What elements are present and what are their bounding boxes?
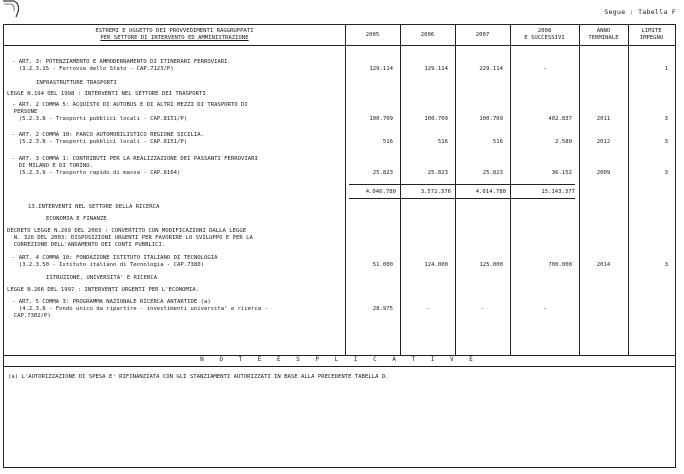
header-description-line2: PER SETTORE DI INTERVENTO ED AMMINISTRAZIONE	[100, 35, 249, 41]
notes-section	[3, 367, 676, 468]
row2-2005: 100.709	[369, 116, 393, 122]
row3-2008: 2.580	[555, 139, 572, 145]
row3-anno: 2012	[596, 139, 611, 145]
legge-266: LEGGE N.266 DEL 1997 : INTERVENTI URGENTI PER L'ECONOMIA.	[7, 287, 199, 293]
row1-line2: (3.2.3.15 - Ferrovie dello Stato - CAP.7123/P)	[12, 66, 174, 72]
column-divider	[628, 25, 629, 355]
header-2007	[455, 25, 510, 45]
header-anno	[579, 25, 628, 45]
header-2008	[510, 25, 579, 45]
row4-line2: DI MILANO E DI TORINO.	[12, 163, 93, 169]
notes-title: N O T E E S P L I C A T I V E	[3, 354, 676, 367]
row6-line2: (4.2.3.8 - Fondo unico da ripartire - investimenti universita' e ricerca -	[12, 306, 268, 312]
row5-2008: 700.000	[548, 262, 572, 268]
row2-limite: 3	[664, 116, 668, 122]
subtotal-line-bottom	[349, 198, 575, 199]
row4-2008: 36.152	[551, 170, 572, 176]
row2-2007: 100.709	[479, 116, 503, 122]
header-2007-label: 2007	[475, 31, 490, 38]
row1-limite: 1	[664, 66, 668, 72]
section-infrastrutture: INFRASTRUTTURE TRASPORTI	[36, 80, 117, 86]
row3-2006: 516	[437, 139, 448, 145]
row2-line1: - ART. 2 COMMA 5: ACQUISTO DI AUTOBUS E DI ALTRI MEZZI DI TRASPORTO DI	[12, 102, 248, 108]
row1-2005: 129.114	[369, 66, 393, 72]
table-continuation-label: Segue : Tabella F	[604, 8, 676, 16]
header-anno-line1: ANNO	[596, 28, 611, 34]
header-2006	[400, 25, 455, 45]
header-limite-line2: IMPEGNO	[639, 35, 664, 41]
row4-limite: 3	[664, 170, 668, 176]
corner-scan-mark	[2, 0, 22, 18]
row1-2008: -	[542, 66, 547, 72]
total-2006: 3.572.376	[420, 189, 451, 195]
row2-2006: 100.709	[424, 116, 448, 122]
row5-line2: (3.2.3.50 - Istituto italiano di Tecnologia - CAP.7380)	[12, 262, 204, 268]
row3-line2: (5.2.3.8 - Trasporti pubblici locali - CAP.8151/P)	[12, 139, 188, 145]
header-2006-label: 2006	[420, 31, 435, 38]
section-economia: ECONOMIA E FINANZE	[46, 216, 107, 222]
header-2008-line1: 2008	[537, 28, 552, 34]
total-2007: 4.014.780	[475, 189, 506, 195]
total-2005: 4.046.780	[365, 189, 396, 195]
row3-limite: 3	[664, 139, 668, 145]
row4-anno: 2009	[596, 170, 611, 176]
note-a: (a) L'AUTORIZZAZIONE DI SPESA E' RIFINANZIATA CON GLI STANZIAMENTI AUTORIZZATI IN BASE ALLA PRECEDENTE TABELLA D.	[8, 374, 389, 380]
subtotal-line	[349, 184, 575, 185]
row2-2008: 402.837	[548, 116, 572, 122]
row5-2005: 51.000	[372, 262, 393, 268]
row5-2006: 124.000	[424, 262, 448, 268]
row4-2007: 25.823	[482, 170, 503, 176]
header-anno-line2: TERMINALE	[588, 35, 619, 41]
row2-anno: 2011	[596, 116, 611, 122]
appropriations-table	[3, 24, 676, 356]
decreto-line3: CORREZIONE DELL'ANDAMENTO DEI CONTI PUBBLICI.	[7, 242, 166, 248]
row2-line2: PERSONE	[7, 109, 38, 115]
header-description-line1: ESTREMI E OGGETTO DEI PROVVEDIMENTI RAGGRUPPATI	[95, 28, 254, 34]
row4-2006: 25.823	[427, 170, 448, 176]
row6-line3: CAP.7302/P)	[7, 313, 51, 319]
row1-line1: - ART. 3: POTENZIAMENTO E AMMODERNAMENTO DI ITINERARI FERROVIARI.	[12, 59, 231, 65]
row6-2006: -	[425, 306, 430, 312]
header-limite-line1: LIMITE	[641, 28, 662, 34]
total-2008: 15.143.377	[541, 189, 575, 195]
header-2008-line2: E SUCCESSIVI	[524, 35, 565, 41]
decreto-line1: DECRETO LEGGE N.269 DEL 2003 : CONVERTITO CON MODIFICAZIONI DALLA LEGGE	[7, 228, 247, 234]
row5-limite: 3	[664, 262, 668, 268]
table-header	[4, 25, 675, 46]
header-2005	[345, 25, 400, 45]
row6-2007: -	[480, 306, 485, 312]
row5-2007: 125.000	[479, 262, 503, 268]
row1-2006: 129.114	[424, 66, 448, 72]
column-divider	[579, 25, 580, 355]
row4-line3: (5.2.3.9 - Trasporto rapido di massa - CAP.8164)	[12, 170, 181, 176]
header-limite	[628, 25, 675, 45]
row6-2008: -	[542, 306, 547, 312]
row1-2007: 229.114	[479, 66, 503, 72]
row3-2007: 516	[492, 139, 503, 145]
row2-line3: (5.2.3.8 - Trasporti pubblici locali - CAP.8151/P)	[12, 116, 188, 122]
row3-line1: - ART. 2 COMMA 10: PARCO AUTOMOBILISTICO REGIONE SICILIA.	[12, 132, 204, 138]
row4-2005: 25.823	[372, 170, 393, 176]
legge-194: LEGGE N.194 DEL 1998 : INTERVENTI NEL SETTORE DEI TRASPORTI	[7, 91, 206, 97]
row3-2005: 516	[382, 139, 393, 145]
section-istruzione: ISTRUZIONE, UNIVERSITA' E RICERCA	[46, 275, 158, 281]
row5-anno: 2014	[596, 262, 611, 268]
decreto-line2: N. 326 DEL 2003: DISPOSIZIONI URGENTI PER FAVORIRE LO SVILUPPO E PER LA	[7, 235, 253, 241]
row6-2005: 28.975	[372, 306, 393, 312]
section-ricerca: 13.INTERVENTI NEL SETTORE DELLA RICERCA	[28, 204, 160, 210]
row4-line1: - ART. 3 COMMA 1: CONTRIBUTI PER LA REALIZZAZIONE DEI PASSANTI FERROVIARI	[12, 156, 258, 162]
header-description	[4, 25, 345, 45]
header-2005-label: 2005	[365, 31, 380, 38]
row5-line1: - ART. 4 COMMA 10: FONDAZIONE ISTITUTO ITALIANO DI TECNOLOGIA	[12, 255, 218, 261]
row6-line1: - ART. 5 COMMA 3: PROGRAMMA NAZIONALE RICERCA ANTARTIDE (a)	[12, 299, 211, 305]
